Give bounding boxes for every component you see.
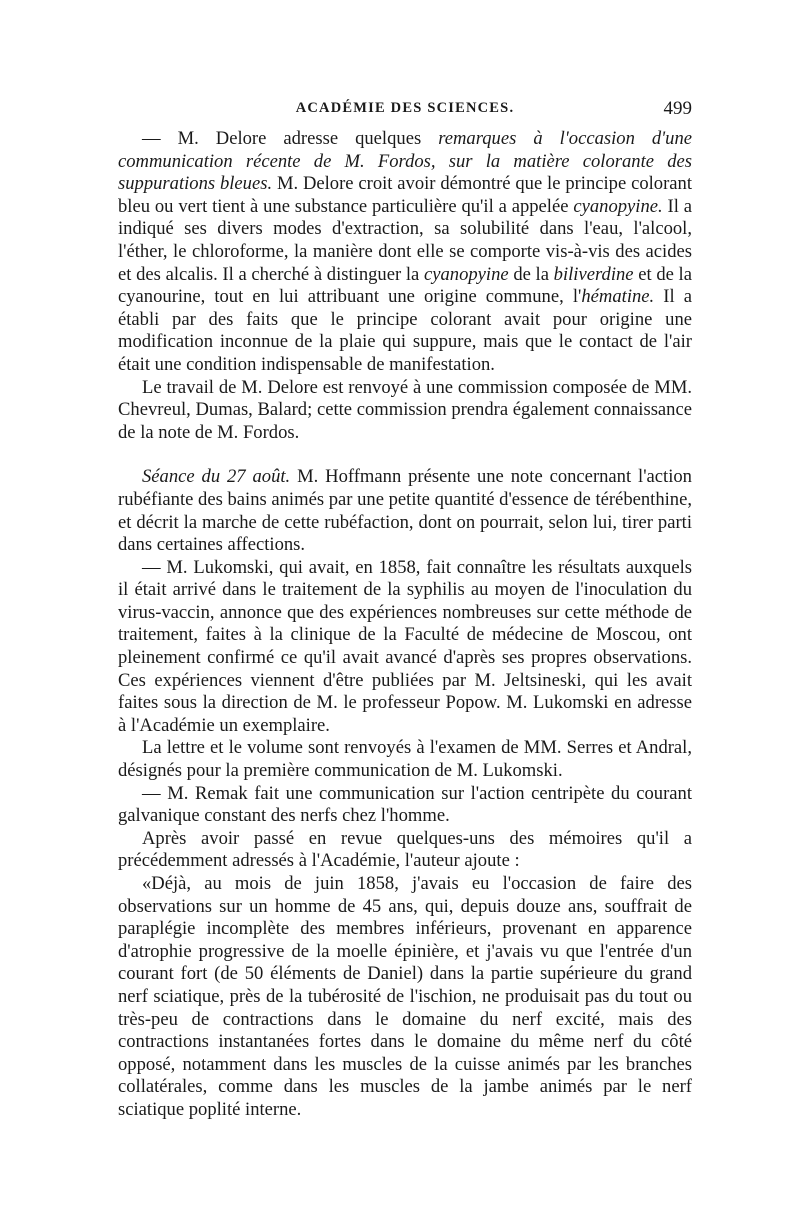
text-run: La lettre et le volume sont renvoyés à l'examen de MM. Serres et Andral, désignés pour la première communication de M. Lukomski.: [118, 737, 692, 782]
page-number: 499: [663, 98, 692, 119]
italic-run: cyanopyine.: [573, 195, 663, 217]
text-run: de la: [508, 263, 554, 285]
paragraph-lukomski-referral: [118, 737, 692, 782]
italic-run: cyanopyine: [423, 263, 509, 285]
paragraph-lukomski: [118, 557, 692, 738]
text-run: — M. Remak fait une communication sur l'action centripète du courant galvanique constant des nerfs chez l'homme.: [118, 782, 692, 827]
paragraph-remak-intro: [118, 828, 692, 873]
italic-run: hématine.: [581, 286, 655, 308]
paragraph-delore-remarks: [118, 128, 692, 377]
italic-run: biliverdine: [553, 263, 634, 285]
italic-run: remarques à l'occasion d'une communication récente de M. Fordos, sur la matière colorante des suppurations bleues.: [118, 128, 692, 195]
text-run: Le travail de M. Delore est renvoyé à une commission composée de MM. Chevreul, Dumas, Balard; cette commission prendra également connaissance de la note de M. Fordos.: [118, 376, 692, 443]
text-run: M. Delore croit avoir démontré que le principe colorant bleu ou vert tient à une substance particulière qu'il a appelée: [118, 173, 692, 217]
text-run: «Déjà, au mois de juin 1858, j'avais eu l'occasion de faire des observations sur un homme de 45 ans, qui, depuis douze ans, souffrait de paraplégie incomplète des membres inférieurs, provenant en apparence d'atrophie progressive de la moelle épinière, et j'avais vu que l'entrée d'un courant fort (de 50 éléments de Daniel) dans la partie supérieure du grand nerf sciatique, près de la tubérosité de l'ischion, ne produisait pas du tout ou très-peu de contractions dans le domaine du nerf excité, mais des contractions instantanées fortes dans le domaine du même nerf du côté opposé, notamment dans les muscles de la cuisse animés par les branches collatérales, comme dans les muscles de la jambe animés par le nerf sciatique poplité interne.: [118, 873, 692, 1120]
paragraph-delore-referral: [118, 377, 692, 445]
running-head: ACADÉMIE DES SCIENCES.: [295, 100, 515, 116]
text-run: Il a établi par des faits que le principe colorant avait pour origine une modification inconnue de la plaie qui suppure, mais que le contact de l'air était une condition indispensable de manifestation.: [118, 286, 692, 375]
page-header: [118, 100, 692, 126]
paragraph-remak: [118, 783, 692, 828]
text-run: — M. Delore adresse quelques: [142, 128, 439, 149]
paragraph-seance-27-aout: [118, 466, 692, 556]
text-run: Il a indiqué ses divers modes d'extraction, sa solubilité dans l'eau, l'alcool, l'éther, le chloroforme, la manière dont elle se comporte vis-à-vis des acides et des alcalis. Il a cherché à distinguer la: [118, 195, 692, 285]
italic-run: Séance du 27 août.: [142, 466, 291, 488]
body-text: [118, 128, 692, 1122]
paragraph-remak-quote: [118, 873, 692, 1122]
text-run: — M. Lukomski, qui avait, en 1858, fait connaître les résultats auxquels il était arrivé dans le traitement de la syphilis au moyen de l'inoculation du virus-vaccin, annonce que des expériences nombreuses sur cette méthode de traitement, faites à la clinique de la Faculté de médecine de Moscou, ont pleinement confirmé ce qu'il avait avancé d'après ses propres observations. Ces expériences viennent d'être publiées par M. Jeltsineski, qui les avait faites sous la direction de M. le professeur Popow. M. Lukomski en adresse à l'Académie un exemplaire.: [118, 556, 692, 736]
text-run: et de la cyanourine, tout en lui attribuant une origine commune, l': [118, 263, 692, 308]
text-run: Après avoir passé en revue quelques-uns des mémoires qu'il a précédemment adressés à l'Académie, l'auteur ajoute :: [118, 827, 692, 872]
text-run: M. Hoffmann présente une note concernant l'action rubéfiante des bains animés par une petite quantité d'essence de térébenthine, et décrit la marche de cette rubéfaction, dont on pourrait, selon lui, tirer parti dans certaines affections.: [118, 466, 692, 556]
